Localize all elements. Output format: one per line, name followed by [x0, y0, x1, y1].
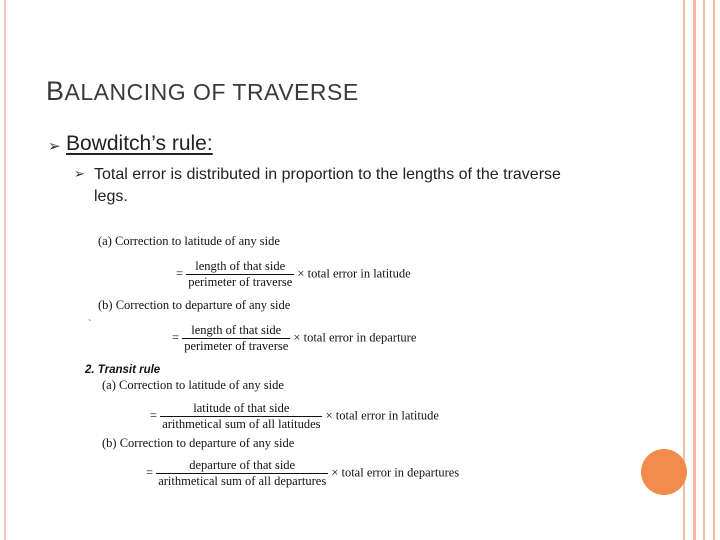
fraction-denominator: perimeter of traverse: [184, 339, 289, 353]
fraction: [160, 401, 322, 432]
formula-c-label: (a) Correction to latitude of any side: [102, 378, 284, 392]
fraction-denominator: arithmetical sum of all latitudes: [162, 417, 321, 431]
bullet-description: Total error is distributed in proportion to the lengths of the traverse legs.: [94, 166, 561, 205]
formula-a: [176, 259, 411, 290]
formula-b: [172, 323, 416, 354]
formula-b-label: (b) Correction to departure of any side: [98, 298, 291, 312]
bullet-arrow-icon: ➢: [74, 166, 85, 181]
tick-mark: `: [88, 318, 92, 330]
formula-a-label: (a) Correction to latitude of any side: [98, 234, 280, 248]
slide-title: BALANCING OF TRAVERSE: [46, 76, 359, 106]
frame-line: [713, 0, 715, 540]
formula-tail: × total error in latitude: [325, 408, 439, 423]
equals-sign: =: [176, 266, 184, 281]
fraction: [186, 259, 294, 290]
equals-sign: =: [172, 330, 180, 345]
formula-tail: × total error in latitude: [297, 266, 411, 281]
fraction-numerator: length of that side: [195, 259, 286, 273]
frame-line: [703, 0, 705, 540]
formula-c: [150, 401, 439, 432]
bullet-bowditch: Bowditch’s rule:: [66, 132, 213, 155]
transit-rule-heading: 2. Transit rule: [85, 364, 161, 376]
formula-d: [146, 458, 459, 489]
equals-sign: =: [150, 408, 158, 423]
formula-tail: × total error in departure: [293, 330, 417, 345]
fraction-numerator: departure of that side: [189, 458, 296, 472]
fraction-denominator: arithmetical sum of all departures: [158, 474, 327, 488]
formula-tail: × total error in departures: [331, 465, 460, 480]
frame-line: [693, 0, 696, 540]
fraction: [182, 323, 290, 354]
accent-circle: [641, 449, 687, 495]
formula-d-label: (b) Correction to departure of any side: [102, 436, 295, 450]
equals-sign: =: [146, 465, 154, 480]
fraction-numerator: latitude of that side: [193, 401, 290, 415]
frame-line: [4, 0, 6, 540]
bullet-arrow-icon: ➢: [48, 138, 61, 155]
fraction-denominator: perimeter of traverse: [188, 275, 293, 289]
fraction: [156, 458, 328, 489]
fraction-numerator: length of that side: [191, 323, 282, 337]
